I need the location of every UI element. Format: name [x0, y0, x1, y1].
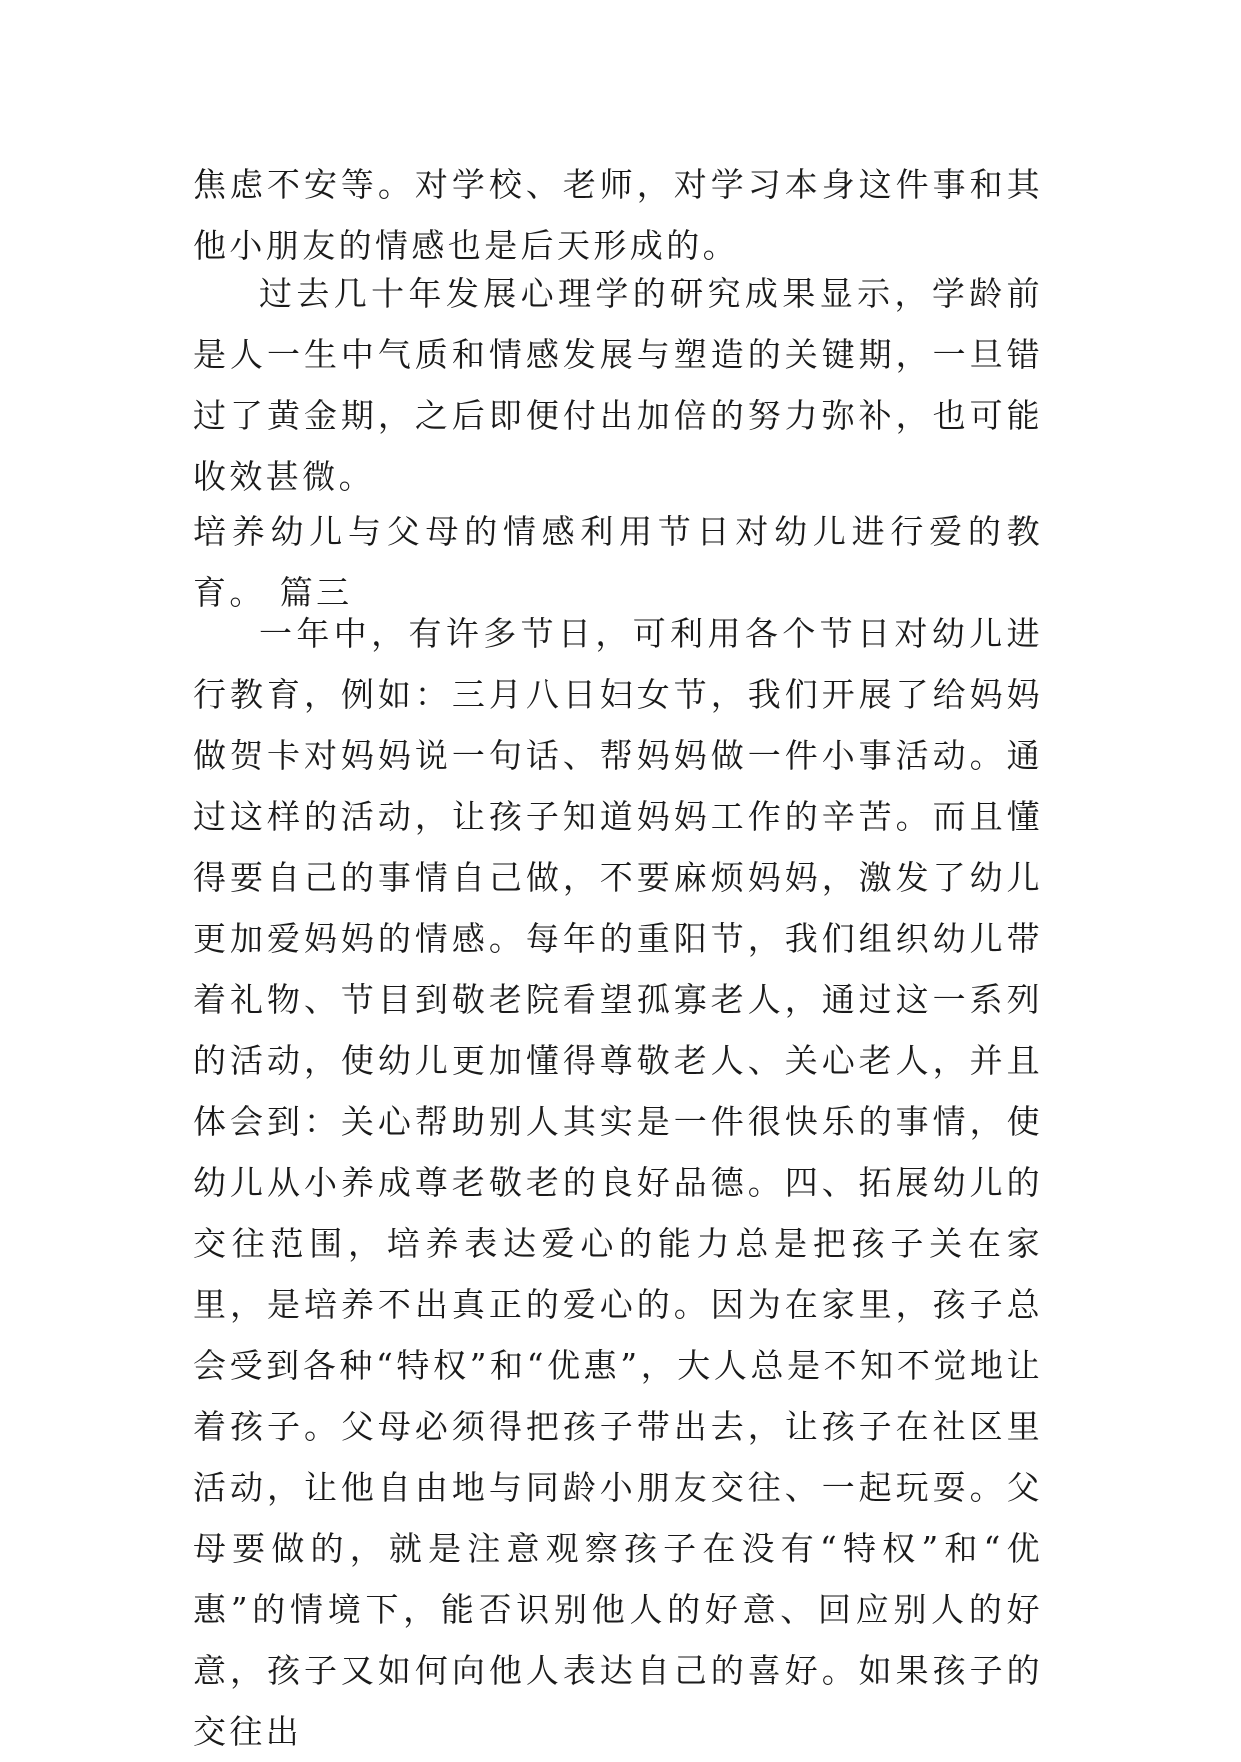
paragraph-text: 焦虑不安等。对学校、老师，对学习本身这件事和其他小朋友的情感也是后天形成的。 [193, 165, 1043, 265]
paragraph-continuation [193, 154, 1043, 276]
paragraph-text: 过去几十年发展心理学的研究成果显示，学龄前是人一生中气质和情感发展与塑造的关键期，一旦错过了黄金期，之后即便付出加倍的努力弥补，也可能收效甚微。 [193, 274, 1043, 496]
paragraph-text: 一年中，有许多节日，可利用各个节日对幼儿进行教育，例如：三月八日妇女节，我们开展了给妈妈做贺卡对妈妈说一句话、帮妈妈做一件小事活动。通过这样的活动，让孩子知道妈妈工作的辛苦。而且懂得要自己的事情自己做，不要麻烦妈妈，激发了幼儿更加爱妈妈的情感。每年的重阳节，我们组织幼儿带着礼物、节目到敬老院看望孤寡老人，通过这一系列的活动，使幼儿更加懂得尊敬老人、关心老人，并且体会到：关心帮助别人其实是一件很快乐的事情，使幼儿从小养成尊老敬老的良好品德。四、拓展幼儿的交往范围，培养表达爱心的能力总是把孩子关在家里，是培养不出真正的爱心的。因为在家里，孩子总会受到各种“特权”和“优惠”，大人总是不知不觉地让着孩子。父母必须得把孩子带出去，让孩子在社区里活动，让他自由地与同龄小朋友交往、一起玩耍。父母要做的，就是注意观察孩子在没有“特权”和“优惠”的情境下，能否识别他人的好意、回应别人的好意，孩子又如何向他人表达自己的喜好。如果孩子的交往出 [193, 614, 1043, 1751]
paragraph-holiday-education [193, 603, 1043, 1762]
section-heading-text: 培养幼儿与父母的情感利用节日对幼儿进行爱的教育。 篇三 [193, 512, 1043, 612]
paragraph-development-psychology [193, 263, 1043, 507]
